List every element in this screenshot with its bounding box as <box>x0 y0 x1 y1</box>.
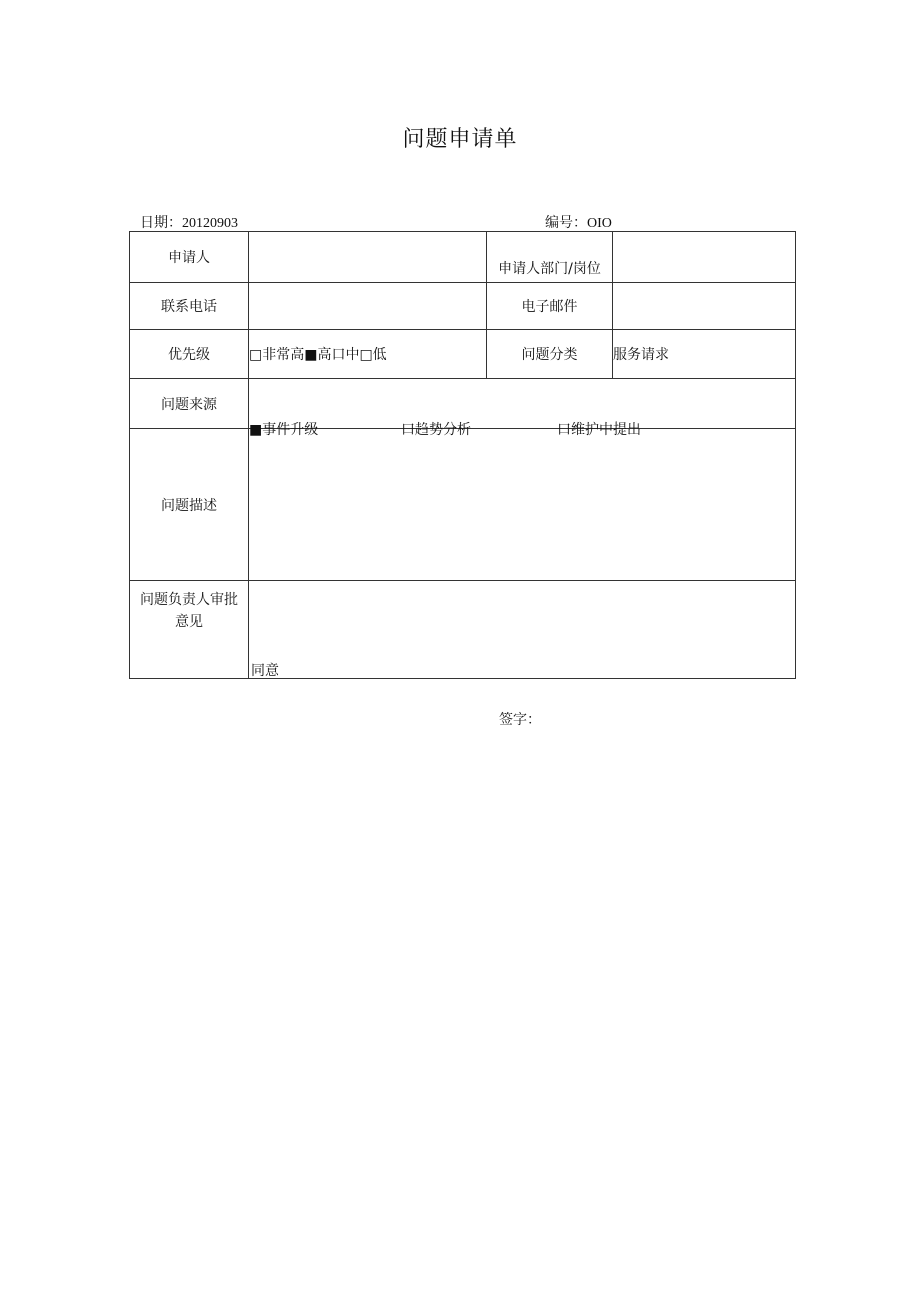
source-option-trend-analysis[interactable]: 口趋势分析 <box>401 421 471 438</box>
category-value[interactable]: 服务请求 <box>613 330 796 379</box>
table-row <box>130 581 796 679</box>
source-options-cell <box>249 379 796 438</box>
applicant-label: 申请人 <box>168 250 210 266</box>
email-label-cell <box>487 283 613 330</box>
dept-label-cell <box>487 232 613 283</box>
table-row <box>130 429 796 581</box>
source-label-cell <box>130 379 249 429</box>
priority-label-cell <box>130 330 249 379</box>
description-input[interactable] <box>249 429 796 581</box>
table-row <box>130 232 796 283</box>
email-label: 电子邮件 <box>521 299 578 315</box>
approval-opinion[interactable]: 同意 <box>251 662 279 679</box>
approval-label-line2: 意见 <box>175 614 203 630</box>
priority-options[interactable]: □非常高■高口中□低 <box>249 330 487 379</box>
description-label-cell <box>130 429 249 581</box>
number-label: 编号： <box>545 215 587 231</box>
table-row <box>130 379 796 429</box>
phone-input[interactable] <box>249 283 487 330</box>
category-label: 问题分类 <box>521 347 578 363</box>
signature-label: 签字： <box>499 711 541 728</box>
description-label: 问题描述 <box>161 497 217 514</box>
priority-label: 优先级 <box>168 347 210 363</box>
page-title: 问题申请单 <box>402 127 518 152</box>
dept-label: 申请人部门/岗位 <box>498 261 601 277</box>
phone-label: 联系电话 <box>161 299 217 315</box>
approval-cell <box>249 581 796 728</box>
source-label: 问题来源 <box>161 396 217 413</box>
approval-label-line1: 问题负责人审批 <box>140 592 238 608</box>
dept-input[interactable] <box>613 232 796 283</box>
email-input[interactable] <box>613 283 796 330</box>
table-row <box>130 283 796 330</box>
number-value: OIO <box>587 216 612 231</box>
date-field <box>140 212 238 232</box>
phone-label-cell <box>130 283 249 330</box>
table-row <box>130 330 796 379</box>
date-label: 日期： <box>140 215 182 231</box>
request-form-table <box>129 231 796 728</box>
source-option-escalation[interactable]: ■事件升级 <box>249 421 319 438</box>
applicant-input[interactable] <box>249 232 487 283</box>
number-field <box>545 212 612 232</box>
date-value: 20120903 <box>182 216 238 231</box>
approval-label-cell <box>130 581 249 679</box>
source-option-maintenance[interactable]: 口维护中提出 <box>557 421 641 438</box>
approval-label <box>130 581 248 633</box>
applicant-label-cell <box>130 232 249 283</box>
category-label-cell <box>487 330 613 379</box>
